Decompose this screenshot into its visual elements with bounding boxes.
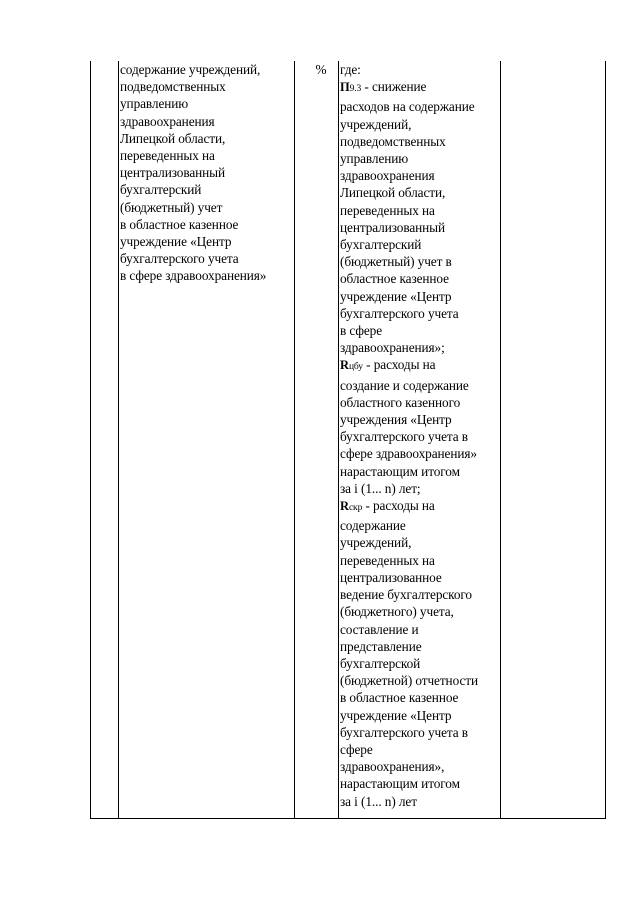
formula-term-rcbu (340, 356, 506, 376)
text-line: сфере (340, 741, 373, 757)
text-line: (бюджетного) учета, (340, 604, 454, 620)
text-line: здравоохранения (120, 113, 215, 129)
symbol-r: R (340, 499, 349, 514)
text-line: переведенных на (120, 148, 215, 164)
text-line: подведомственных (120, 79, 226, 95)
column-border (338, 61, 339, 818)
text-line: (бюджетный) учет в (340, 254, 452, 270)
unit-cell (314, 61, 328, 78)
text-line: переведенных на (340, 552, 435, 568)
text-line: централизованное (340, 569, 442, 585)
text-line: учреждений, (340, 535, 412, 551)
symbol-subscript: скр (348, 503, 363, 514)
text-line: переведенных на (340, 202, 435, 218)
text-line: здравоохранения», (340, 759, 445, 775)
text-line: централизованный (120, 165, 226, 181)
text-line: нарастающим итогом (340, 463, 460, 479)
text-line: учреждений, (340, 116, 412, 132)
text-line: в сфере (340, 323, 383, 339)
text-line: бухгалтерский (120, 182, 202, 198)
text-line: бухгалтерского учета (340, 305, 459, 321)
text-line: здравоохранения»; (340, 340, 445, 356)
text-line: управлению (340, 151, 409, 167)
text-line: содержание (340, 518, 406, 534)
text-line: областного казенного (340, 394, 461, 410)
symbol-subscript: цбу (348, 362, 363, 373)
text-line: (бюджетный) учет (120, 199, 223, 215)
text-line: создание и содержание (340, 377, 469, 393)
text-line: Липецкой области, (120, 130, 226, 146)
text-line: учреждение «Центр (340, 288, 452, 304)
column-border (118, 61, 119, 818)
text-line: бухгалтерского учета в (340, 724, 468, 740)
text-line: бухгалтерского учета (120, 251, 239, 267)
text-line: бухгалтерского учета в (340, 429, 468, 445)
text-line: ведение бухгалтерского (340, 587, 472, 603)
text-line: составление и (340, 621, 419, 637)
text-line: расходов на содержание (340, 99, 475, 115)
text-line: нарастающим итогом (340, 776, 460, 792)
text-line: в областное казенное (120, 216, 239, 232)
text-line: за i (1... n) лет (340, 793, 417, 809)
text-line: учреждение «Центр (120, 234, 232, 250)
indicator-table (90, 61, 606, 819)
column-border (605, 61, 606, 818)
text-line: бухгалтерской (340, 655, 421, 671)
text-line: в сфере здравоохранения» (120, 268, 267, 284)
symbol-subscript: 9.3 (349, 84, 362, 95)
text-line: Липецкой области, (340, 185, 446, 201)
text-line: - расходы на (362, 357, 436, 373)
text-line: (бюджетной) отчетности (340, 673, 478, 689)
symbol-p: П (340, 80, 350, 95)
text-line: подведомственных (340, 133, 446, 149)
text-line: здравоохранения (340, 168, 435, 184)
formula-explanation-cell (340, 61, 506, 810)
text-line: сфере здравоохранения» (340, 446, 477, 462)
text-line: учреждения «Центр (340, 412, 452, 428)
unit-label: % (315, 62, 327, 77)
text-line: учреждение «Центр (340, 707, 452, 723)
where-label: где: (340, 62, 361, 77)
formula-term-rskr (340, 497, 506, 517)
text-line: управлению (120, 96, 189, 112)
text-line: - снижение (361, 79, 427, 95)
text-line: - расходы на (362, 498, 435, 514)
text-line: в областное казенное (340, 690, 459, 706)
text-line: бухгалтерский (340, 237, 422, 253)
text-line: централизованный (340, 219, 446, 235)
indicator-description-cell (120, 61, 296, 285)
symbol-r: R (340, 358, 349, 373)
column-border (90, 61, 91, 818)
text-line: представление (340, 638, 422, 654)
formula-term-p93 (340, 78, 506, 98)
text-line: за i (1... n) лет; (340, 480, 421, 496)
text-line: областное казенное (340, 271, 449, 287)
text-line: содержание учреждений, (120, 62, 261, 77)
